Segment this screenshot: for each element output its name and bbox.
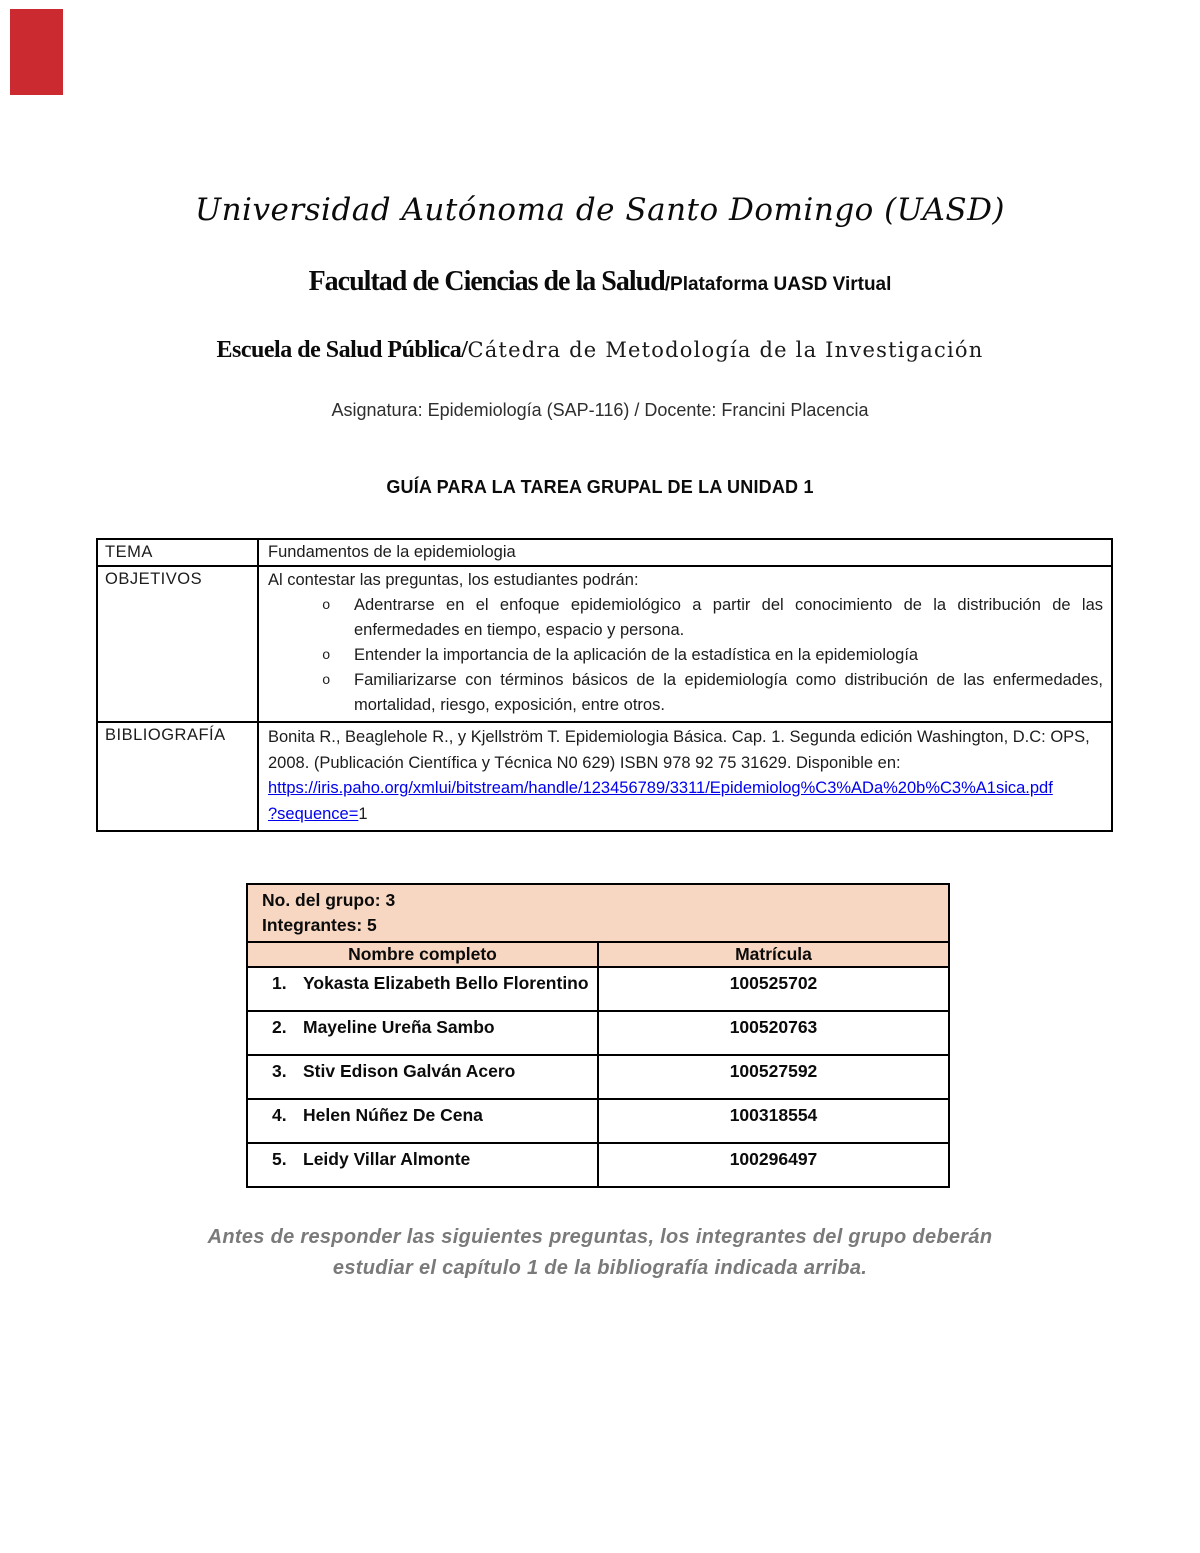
- member-matricula: 100318554: [598, 1099, 949, 1143]
- member-row: [247, 1055, 949, 1099]
- group-size: Integrantes: 5: [262, 915, 377, 935]
- member-matricula: 100520763: [598, 1011, 949, 1055]
- member-row: [247, 1011, 949, 1055]
- link-line2[interactable]: ?sequence=: [268, 804, 359, 823]
- group-members-table: [246, 883, 950, 1188]
- objetivos-intro: Al contestar las preguntas, los estudiantes podrán:: [268, 571, 639, 589]
- tema-row: [97, 539, 1112, 566]
- member-name-cell: [247, 967, 598, 1011]
- member-number: 4.: [272, 1105, 287, 1125]
- school-line: [0, 337, 1200, 364]
- guide-title: GUÍA PARA LA TAREA GRUPAL DE LA UNIDAD 1: [386, 477, 814, 497]
- member-matricula: 100296497: [598, 1143, 949, 1187]
- member-matricula: 100527592: [598, 1055, 949, 1099]
- group-info-cell: [247, 884, 949, 942]
- objetivos-label: OBJETIVOS: [97, 566, 258, 722]
- group-number: No. del grupo: 3: [262, 890, 396, 910]
- member-number: 3.: [272, 1061, 287, 1081]
- member-name-cell: [247, 1055, 598, 1099]
- footer-instruction-note: [0, 1222, 1200, 1284]
- university-title: Universidad Autónoma de Santo Domingo (UASD): [194, 192, 1006, 228]
- faculty-name: Facultad de Ciencias de la Salud: [308, 266, 665, 297]
- school-name: Escuela de Salud Pública/: [216, 337, 468, 363]
- member-name: Helen Núñez De Cena: [303, 1105, 483, 1125]
- matricula-column-header: Matrícula: [598, 942, 949, 967]
- objetivos-content: [258, 566, 1112, 722]
- member-row: [247, 1143, 949, 1187]
- footer-note-line1: Antes de responder las siguientes preguntas, los integrantes del grupo deberán: [207, 1226, 993, 1248]
- member-number: 2.: [272, 1017, 287, 1037]
- members-header-row: [247, 942, 949, 967]
- member-number: 5.: [272, 1149, 287, 1169]
- member-name: Stiv Edison Galván Acero: [303, 1061, 516, 1081]
- bullet-marker: o: [322, 673, 331, 689]
- objetivo-text: Familiarizarse con términos básicos de la epidemiología como distribución de las enfermedades, mortalidad, riesgo, exposición, entre otros.: [354, 671, 1103, 714]
- footer-note-line2: estudiar el capítulo 1 de la bibliografía indicada arriba.: [332, 1257, 868, 1279]
- member-name: Leidy Villar Almonte: [303, 1149, 471, 1169]
- member-name-cell: [247, 1099, 598, 1143]
- objetivo-bullet-2: [268, 643, 1103, 668]
- objetivo-bullet-1: [268, 593, 1103, 643]
- bibliography-link[interactable]: [268, 779, 1053, 823]
- bullet-marker: o: [322, 598, 331, 614]
- platform-label: /Plataforma UASD Virtual: [664, 274, 892, 295]
- red-corner-marker: [10, 9, 63, 95]
- tema-label: TEMA: [97, 539, 258, 566]
- member-row: [247, 967, 949, 1011]
- bullet-marker: o: [322, 648, 331, 664]
- course-info-line: Asignatura: Epidemiología (SAP-116) / Docente: Francini Placencia: [331, 400, 869, 420]
- group-info-row: [247, 884, 949, 942]
- bibliografia-label: BIBLIOGRAFÍA: [97, 722, 258, 831]
- objetivos-row: [97, 566, 1112, 722]
- member-name: Yokasta Elizabeth Bello Florentino: [303, 973, 589, 993]
- member-name-cell: [247, 1143, 598, 1187]
- link-line1[interactable]: https://iris.paho.org/xmlui/bitstream/handle/123456789/3311/Epidemiolog%C3%ADa%20b%C3%A1sica.pdf: [268, 779, 1053, 797]
- citation-text: Bonita R., Beaglehole R., y Kjellström T. Epidemiologia Básica. Cap. 1. Segunda edición Washington, D.C: OPS, 2008. (Publicación Científica y Técnica N0 629) ISBN 978 92 75 31629. Disponible en:: [268, 728, 1090, 772]
- objetivo-text: Adentrarse en el enfoque epidemiológico a partir del conocimiento de la distribución de las enfermedades en tiempo, espacio y persona.: [354, 596, 1103, 639]
- bibliografia-content: [258, 722, 1112, 831]
- member-number: 1.: [272, 973, 287, 993]
- link-suffix: 1: [358, 804, 368, 823]
- tema-content: Fundamentos de la epidemiologia: [258, 539, 1112, 566]
- name-column-header: Nombre completo: [247, 942, 598, 967]
- info-table: [96, 538, 1113, 832]
- member-name: Mayeline Ureña Sambo: [303, 1017, 495, 1037]
- bibliografia-row: [97, 722, 1112, 831]
- member-name-cell: [247, 1011, 598, 1055]
- faculty-line: [0, 266, 1200, 298]
- member-row: [247, 1099, 949, 1143]
- objetivo-text: Entender la importancia de la aplicación de la estadística en la epidemiología: [354, 646, 919, 664]
- catedra-name: Cátedra de Metodología de la Investigación: [467, 338, 984, 362]
- member-matricula: 100525702: [598, 967, 949, 1011]
- objetivo-bullet-3: [268, 668, 1103, 718]
